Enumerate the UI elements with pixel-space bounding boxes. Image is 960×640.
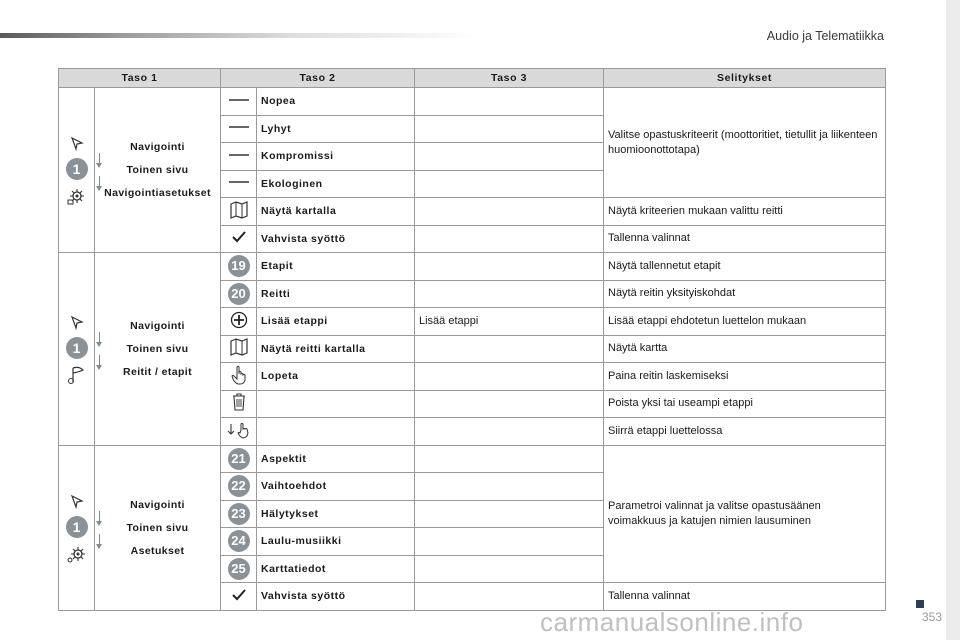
header-gradient-bar: [0, 33, 480, 38]
number-badge: 23: [228, 503, 250, 525]
group3-nav-path: [95, 445, 221, 610]
description: Näytä kriteerien mukaan valittu reitti: [604, 198, 886, 226]
group1-nav-path: [95, 88, 221, 253]
down-arrow-icon: [99, 511, 100, 522]
step-badge: 1: [66, 516, 88, 538]
header-level3: Taso 3: [415, 69, 604, 88]
description: Paina reitin laskemiseksi: [604, 363, 886, 391]
option-label: Kompromissi: [257, 143, 415, 171]
option-label: Lopeta: [257, 363, 415, 391]
down-arrow-icon: [99, 176, 100, 187]
down-arrow-icon: [99, 153, 100, 164]
number-badge: 20: [228, 283, 250, 305]
reorder-hands-icon: [221, 418, 257, 446]
step-badge: 1: [66, 158, 88, 180]
option-label: Karttatiedot: [257, 555, 415, 583]
option-label: Näytä kartalla: [257, 198, 415, 226]
option-label: Lyhyt: [257, 115, 415, 143]
group2-nav-path: [95, 253, 221, 446]
nav-level-2: Toinen sivu: [126, 521, 189, 534]
option-label: Hälytykset: [257, 500, 415, 528]
header-descriptions: Selitykset: [604, 69, 886, 88]
nav-level-2: Toinen sivu: [126, 164, 189, 176]
watermark: carmanualsonline.info: [540, 607, 804, 637]
navigation-arrow-icon: [69, 314, 85, 330]
header-level2: Taso 2: [221, 69, 415, 88]
option-label: Laulu-musiikki: [257, 528, 415, 556]
down-arrow-icon: [99, 355, 100, 366]
description: Lisää etappi ehdotetun luettelon mukaan: [604, 308, 886, 336]
hand-pointer-icon: [221, 363, 257, 391]
option-label: Vahvista syöttö: [257, 225, 415, 253]
nav-level-1: Navigointi: [130, 319, 185, 332]
navigation-settings-icon: [67, 187, 87, 205]
route-line-icon: [221, 115, 257, 143]
group2-icons: [59, 253, 95, 446]
description: Poista yksi tai useampi etappi: [604, 390, 886, 418]
step-badge: 1: [66, 337, 88, 359]
page-edge-strip: [946, 0, 960, 640]
option-label: Aspektit: [257, 445, 415, 473]
map-icon: [221, 198, 257, 226]
description: Tallenna valinnat: [604, 583, 886, 611]
page-marker: [916, 600, 924, 608]
nav-level-3: Asetukset: [130, 544, 185, 557]
settings-gear-icon: [67, 545, 87, 563]
checkmark-icon: [221, 583, 257, 611]
menu-table: [58, 68, 886, 611]
description: Näytä kartta: [604, 335, 886, 363]
route-line-icon: [221, 88, 257, 116]
option-label: Näytä reitti kartalla: [257, 335, 415, 363]
nav-level-2: Toinen sivu: [126, 342, 189, 355]
number-badge: 19: [228, 255, 250, 277]
trash-icon: [221, 390, 257, 418]
number-badge: 25: [228, 558, 250, 580]
level3-label: Lisää etappi: [415, 308, 604, 336]
description: Näytä reitin yksityiskohdat: [604, 280, 886, 308]
group1-icons: [59, 88, 95, 253]
nav-level-3: Navigointiasetukset: [104, 187, 211, 199]
description: Parametroi valinnat ja valitse opastusäänen voimakkuus ja katujen nimien lausuminen: [604, 445, 886, 583]
navigation-arrow-icon: [69, 493, 85, 509]
navigation-arrow-icon: [69, 135, 85, 151]
down-arrow-icon: [99, 332, 100, 343]
option-label: Nopea: [257, 88, 415, 116]
description: Tallenna valinnat: [604, 225, 886, 253]
option-label: Etapit: [257, 253, 415, 281]
option-label: Vahvista syöttö: [257, 583, 415, 611]
nav-level-1: Navigointi: [130, 141, 185, 153]
nav-level-3: Reitit / etapit: [122, 365, 192, 378]
checkmark-icon: [221, 225, 257, 253]
nav-level-1: Navigointi: [130, 498, 185, 511]
option-label: Reitti: [257, 280, 415, 308]
number-badge: 22: [228, 475, 250, 497]
description: Valitse opastuskriteerit (moottoritiet, tietullit ja liikenteen huomioonottotapa): [604, 88, 886, 198]
option-label: Ekologinen: [257, 170, 415, 198]
option-label: Vaihtoehdot: [257, 473, 415, 501]
header-level1: Taso 1: [59, 69, 221, 88]
description: Siirrä etappi luettelossa: [604, 418, 886, 446]
number-badge: 24: [228, 530, 250, 552]
route-flag-icon: [67, 366, 87, 384]
section-title: Audio ja Telematiikka: [766, 29, 884, 43]
add-circle-icon: [221, 308, 257, 336]
number-badge: 21: [228, 448, 250, 470]
map-icon: [221, 335, 257, 363]
description: Näytä tallennetut etapit: [604, 253, 886, 281]
page-number: 353: [921, 610, 942, 624]
option-label: Lisää etappi: [257, 308, 415, 336]
route-line-icon: [221, 143, 257, 171]
group3-icons: [59, 445, 95, 610]
down-arrow-icon: [99, 534, 100, 545]
route-line-icon: [221, 170, 257, 198]
